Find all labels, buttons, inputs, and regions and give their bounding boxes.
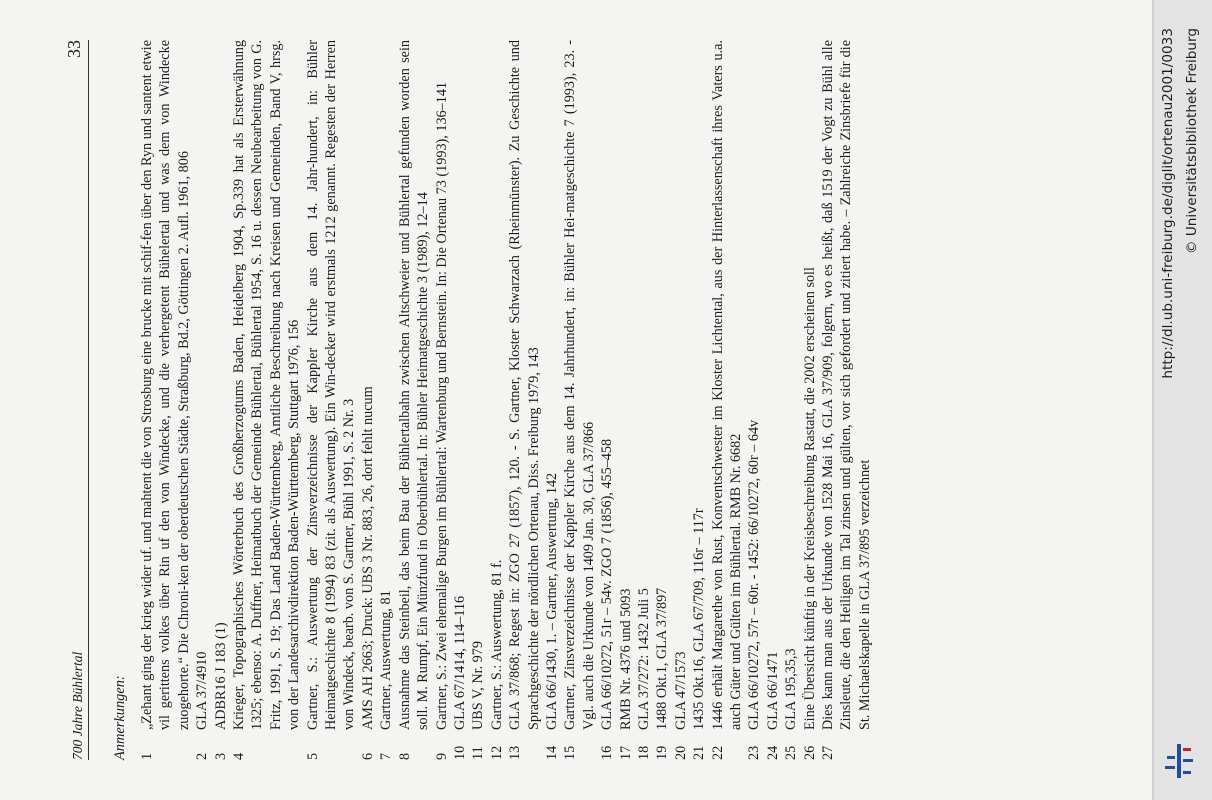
footnote-text: Gartner, S.: Auswertung, 81 f.: [488, 559, 505, 730]
footnote-number: 21: [691, 745, 708, 760]
footnote-item: [506, 40, 543, 760]
footnote-item: [396, 40, 433, 760]
footnote-text: Ausnahme das Steinbeil, das beim Bau der Bühlertalbahn zwischen Altschweier und Bühlertal gefunden worden sein soll. M. Rumpf, Ein Münzfund in Oberbühlertal. In: Bühler Heimatgeschichte 3 (1989), 12–14: [396, 40, 432, 730]
footnote-item: [304, 40, 359, 760]
footnote-text: GLA 66/10272, 57r – 60r. - 1452: 66/10272, 60r – 64v: [746, 419, 763, 730]
footnote-number: 3: [212, 752, 229, 760]
ub-freiburg-logo-icon[interactable]: [1163, 742, 1195, 780]
footnote-item: [764, 40, 782, 760]
footnote-number: 20: [672, 745, 689, 760]
footnote-text: Eine Übersicht künftig in der Kreisbeschreibung Rastatt, die 2002 erscheinen soll: [801, 267, 818, 730]
running-title: 700 Jahre Bühlertal: [70, 651, 85, 760]
footnote-item: [617, 40, 635, 760]
footnote-text: GLA 66/10272, 51r – 54v. ZGO 7 (1856), 455–458: [599, 438, 616, 730]
footnote-text: Krieger, Topographisches Wörterbuch des Großherzogtums Baden, Heidelberg 1904, Sp.339 hat als Ersterwähnung 1325; ebenso: A. Duffner, Heimatbuch der Gemeinde Bühlertal, Bühlertal 1954, S. 16 u. dessen Neubearbeitung von G. Fritz, 1991, S. 19; Das Land Baden-Württemberg, Amtliche Beschreibung nach Kreisen und Gemeinden, Band V, hrsg. von der Landesarchivdirektion Baden-Württemberg, Stuttgart 1976, 156: [231, 40, 303, 730]
footnote-item: [561, 40, 598, 760]
footnote-text: 1435 Okt.16, GLA 67/709, 116r – 117r: [691, 508, 708, 730]
footnote-text: GLA 37/868; Regest in: ZGO 27 (1857), 120. - S. Gartner, Kloster Schwarzach (Rheinmünster). Zu Geschichte und Sprachgeschichte der nördlichen Ortenau, Diss. Freiburg 1979, 143: [507, 40, 542, 730]
footnote-item: [138, 40, 193, 760]
footnote-text: Gartner, Auswertung, 81: [378, 590, 395, 730]
footnote-number: 9: [433, 752, 450, 760]
footnote-item: [782, 40, 800, 760]
footnote-number: 15: [562, 745, 579, 760]
footnote-item: [672, 40, 690, 760]
footnote-number: 26: [801, 745, 818, 760]
footnote-text: GLA 47/1573: [672, 651, 689, 730]
footnote-item: [488, 40, 506, 760]
footnote-text: GLA 195,35,3: [783, 648, 800, 730]
footnote-text: UBS V, Nr. 979: [470, 641, 487, 730]
footnote-number: 6: [359, 752, 376, 760]
footnote-item: [819, 40, 874, 760]
footnote-number: 2: [194, 752, 211, 760]
footnote-text: Gartner, S.: Auswertung der Zinsverzeichnisse der Kappler Kirche aus dem 14. Jahr-hundert, in: Bühler Heimatgeschichte 8 (1994) 83 (zit. als Auswertung). Ein Win-decker wird erstmals 1212 genannt. Regesten der Herren von Windeck, bearb. von S. Gartner, Bühl 1991, S. 2 Nr. 3: [304, 40, 358, 730]
footnote-text: 1488 Okt.1, GLA 37/897: [654, 587, 671, 730]
sidebar-text: [1154, 0, 1212, 800]
footnote-number: 1: [139, 752, 155, 760]
footnote-number: 24: [764, 745, 781, 760]
footnote-text: 1446 erhält Margarethe von Rust, Konventschwester im Kloster Lichtental, aus der Hinterlassenschaft ihres Vaters u.a. auch Güter und Gülten im Bühlertal. RMB Nr. 6682: [709, 40, 744, 730]
footnote-number: 8: [396, 752, 413, 760]
footnote-number: 25: [783, 745, 800, 760]
footnote-item: [451, 40, 469, 760]
footnote-item: [359, 40, 377, 760]
footnote-number: 4: [231, 752, 248, 760]
footnote-item: [543, 40, 561, 760]
footnote-text: ADBR16 J 183 (1): [212, 622, 229, 730]
footnote-item: [745, 40, 763, 760]
footnote-text: GLA 67/1414, 114–116: [451, 595, 468, 730]
footnote-item: [635, 40, 653, 760]
footnote-item: [193, 40, 211, 760]
sidebar: [1154, 0, 1212, 800]
footnote-text: Gartner, S.: Zwei ehemalige Burgen im Bühlertal: Wartenburg und Bernstein. In: Die Ortenau 73 (1993), 136–141: [433, 81, 450, 730]
footnote-text: GLA 66/1430, 1. – Gartner, Auswertung, 142: [543, 472, 560, 730]
footnote-text: RMB Nr. 4376 und 5093: [617, 588, 634, 730]
footnote-text: GLA 66/1471: [764, 651, 781, 730]
footnote-item: [212, 40, 230, 760]
footnote-item: [801, 40, 819, 760]
footnote-number: 14: [543, 745, 560, 760]
footnote-number: 19: [654, 745, 671, 760]
footnote-number: 16: [599, 745, 616, 760]
notes-heading: Anmerkungen:: [112, 675, 128, 760]
footnote-item: [709, 40, 746, 760]
footnote-number: 10: [451, 745, 468, 760]
footnote-item: [598, 40, 616, 760]
footnote-number: 17: [617, 745, 634, 760]
copyright-text: © Universitätsbibliothek Freiburg: [1184, 28, 1200, 255]
footnote-number: 12: [488, 745, 505, 760]
footnote-item: [230, 40, 304, 760]
footnote-text: Gartner, Zinsverzeichnisse der Kappler Kirche aus dem 14. Jahrhundert, in: Bühler Hei-matgeschichte 7 (1993), 23. - Vgl. auch die Urkunde von 1409 Jan. 30, GLA 37/866: [562, 40, 597, 730]
header-rule: [88, 40, 89, 760]
footnote-text: „Zehant ging der krieg wider uf. und mahtent die von Strosburg eine brucke mit schif-fen über den Ryn und santent etwie vil gerittens volkes über Rin uf den von Windecke, und die verhergetent Bühelertal und was dem von Windecke zuogehorte.“ Die Chroni-ken der oberdeutschen Städte, Straßburg, Bd.2, Göttingen 2. Aufl. 1961, 806: [139, 40, 192, 730]
footnote-number: 5: [304, 752, 321, 760]
footnote-item: [690, 40, 708, 760]
source-url-link[interactable]: http://dl.ub.uni-freiburg.de/diglit/ortenau2001/0033: [1160, 28, 1176, 379]
footnote-item: [433, 40, 451, 760]
footnote-number: 7: [378, 752, 395, 760]
footnote-number: 18: [635, 745, 652, 760]
footnote-text: GLA 37/4910: [194, 651, 211, 730]
footnote-item: [653, 40, 671, 760]
page-number: 33: [64, 40, 84, 58]
footnote-number: 11: [470, 746, 487, 760]
footnote-item: [469, 40, 487, 760]
notes-list: [138, 40, 874, 760]
footnote-item: [377, 40, 395, 760]
footnote-number: 23: [746, 745, 763, 760]
footnote-text: Dies kann man aus der Urkunde von 1528 Mai 16, GLA 37/909, folgern, wo es heißt, daß 1519 der Vogt zu Bühl alle Zinsleute, die den Heiligen im Tal zinsen und gülten, vor sich gefordert und zitiert habe. – Zahlreiche Zinsbriefe für die St. Michaelskapelle in GLA 37/895 verzeichnet: [820, 40, 873, 730]
footnote-text: AMS AH 2663; Druck: UBS 3 Nr. 883, 26, dort fehlt nucum: [359, 386, 376, 730]
footnote-number: 22: [709, 745, 726, 760]
footnote-text: GLA 37/272: 1432 Juli 5: [635, 588, 652, 730]
footnote-number: 27: [820, 745, 837, 760]
footnote-number: 13: [507, 745, 524, 760]
